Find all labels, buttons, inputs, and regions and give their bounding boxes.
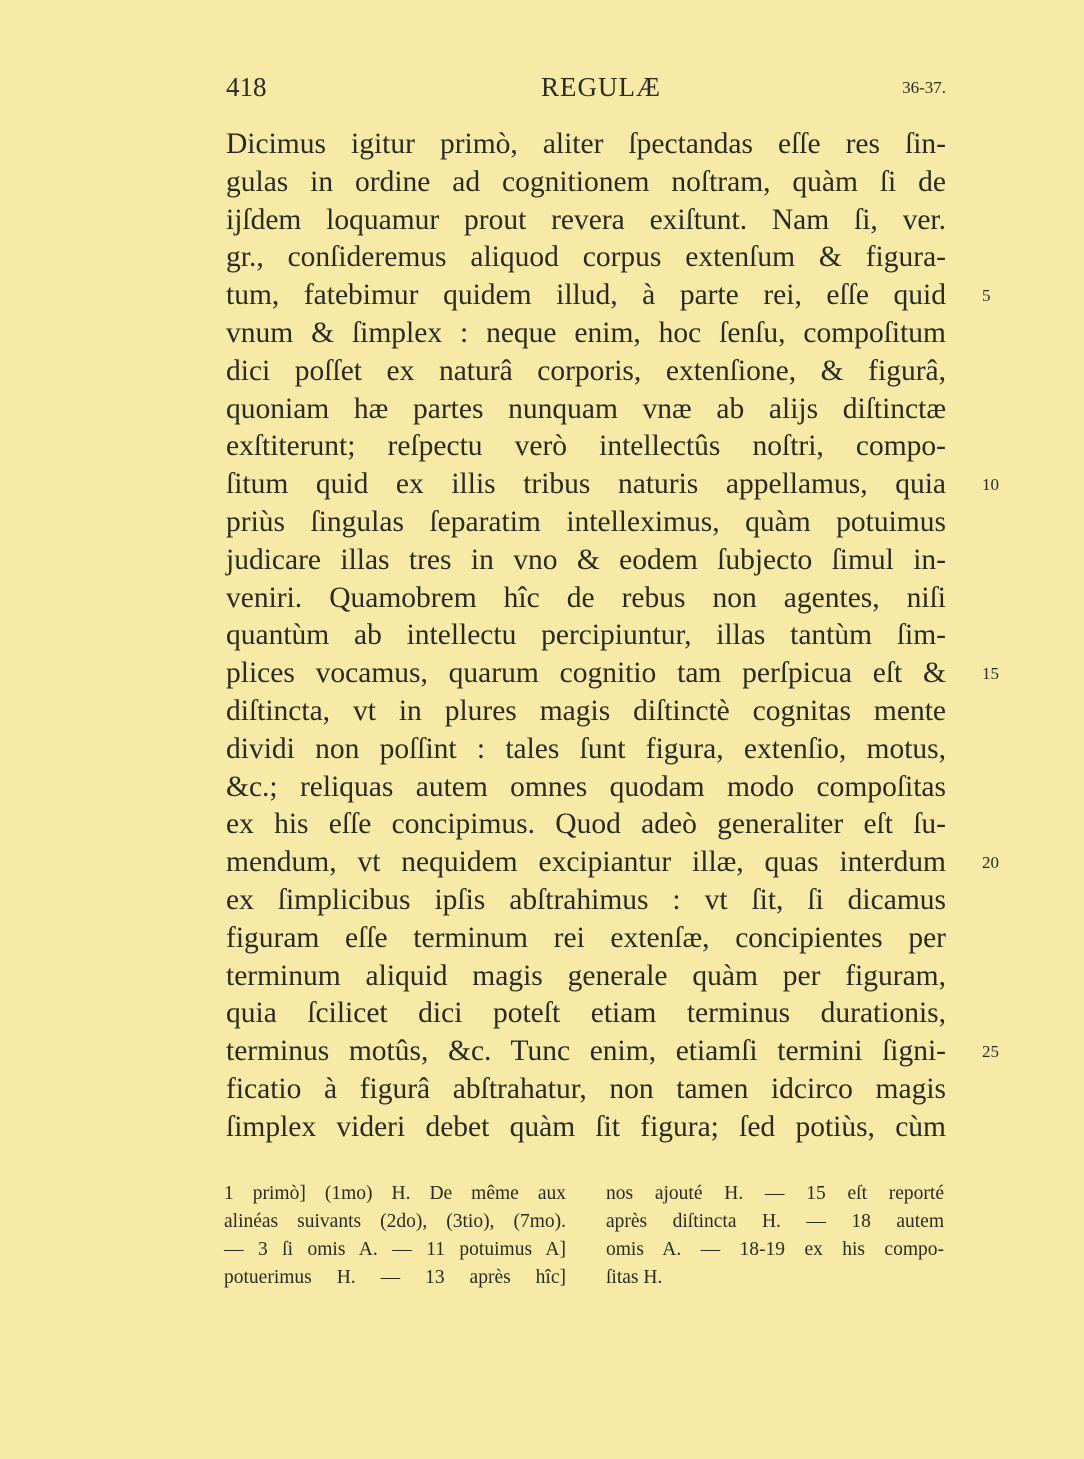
footnote-line: omis A. — 18-19 ex his compo- <box>606 1239 944 1260</box>
text-line: quoniam hæ partes nunquam vnæ ab alijs diſtinctæ <box>226 392 946 425</box>
page-header <box>226 72 946 112</box>
text-line: diſtincta, vt in plures magis diſtinctè cognitas mente <box>226 694 946 727</box>
footnote-column-left <box>224 1180 566 1292</box>
text-line: gulas in ordine ad cognitionem noſtram, quàm ſi de <box>226 165 946 198</box>
footnote-line: alinéas suivants (2do), (3tio), (7mo). <box>224 1211 566 1232</box>
text-line: ſimplex videri debet quàm ſit figura; ſed potiùs, cùm <box>226 1110 946 1143</box>
footnote-line: nos ajouté H. — 15 eſt reporté <box>606 1183 944 1204</box>
text-line: vnum & ſimplex : neque enim, hoc ſenſu, compoſitum <box>226 316 946 349</box>
main-text <box>226 126 999 1147</box>
text-line: veniri. Quamobrem hîc de rebus non agentes, niſi <box>226 581 946 614</box>
section-reference: 36-37. <box>902 78 946 97</box>
text-line: Dicimus igitur primò, aliter ſpectandas eſſe res ſin- <box>226 128 946 160</box>
text-line: quantùm ab intellectu percipiuntur, illas tantùm ſim- <box>226 619 946 652</box>
text-line: dici poſſet ex naturâ corporis, extenſione, & figurâ, <box>226 354 946 387</box>
footnote-column-right <box>606 1180 944 1292</box>
footnote-line: 1 primò] (1mo) H. De même aux <box>224 1183 566 1204</box>
text-line: quia ſcilicet dici poteſt etiam terminus durationis, <box>226 997 946 1030</box>
line-number: 15 <box>982 664 999 684</box>
footnote-line: — 3 ſi omis A. — 11 potuimus A] <box>224 1239 566 1260</box>
text-line: ſitum quid ex illis tribus naturis appellamus, quia 10 <box>226 466 946 504</box>
text-line: dividi non poſſint : tales ſunt figura, extenſio, motus, <box>226 732 946 765</box>
line-number: 10 <box>982 475 999 495</box>
text-line: plices vocamus, quarum cognitio tam perſpicua eſt & 15 <box>226 655 946 693</box>
text-line: terminum aliquid magis generale quàm per figuram, <box>226 959 946 992</box>
footnote-line: ſitas H. <box>606 1267 663 1288</box>
running-title: REGULÆ <box>541 72 661 102</box>
footnote-line: potuerimus H. — 13 après hîc] <box>224 1267 566 1288</box>
text-line: figuram eſſe terminum rei extenſæ, concipientes per <box>226 921 946 954</box>
text-line: ex ſimplicibus ipſis abſtrahimus : vt ſit, ſi dicamus <box>226 883 946 916</box>
text-line: judicare illas tres in vno & eodem ſubjecto ſimul in- <box>226 543 946 576</box>
line-number: 5 <box>982 286 991 306</box>
text-line: ex his eſſe concipimus. Quod adeò generaliter eſt ſu- <box>226 808 946 841</box>
text-line: ijſdem loquamur prout revera exiſtunt. Nam ſi, ver. <box>226 203 946 236</box>
text-line: &c.; reliquas autem omnes quodam modo compoſitas <box>226 770 946 803</box>
text-line: tum, fatebimur quidem illud, à parte rei, eſſe quid 5 <box>226 277 946 315</box>
text-line: mendum, vt nequidem excipiantur illæ, quas interdum 20 <box>226 844 946 882</box>
text-line: ficatio à figurâ abſtrahatur, non tamen idcirco magis <box>226 1072 946 1105</box>
line-number: 25 <box>982 1042 999 1062</box>
line-number: 20 <box>982 853 999 873</box>
text-line: terminus motûs, &c. Tunc enim, etiamſi termini ſigni- 25 <box>226 1033 946 1071</box>
text-line: priùs ſingulas ſeparatim intelleximus, quàm potuimus <box>226 505 946 538</box>
footnote-line: après diſtincta H. — 18 autem <box>606 1211 944 1232</box>
text-line: exſtiterunt; reſpectu verò intellectûs noſtri, compo- <box>226 430 946 463</box>
text-line: gr., conſideremus aliquod corpus extenſum & figura- <box>226 241 946 274</box>
page-number: 418 <box>226 72 267 102</box>
